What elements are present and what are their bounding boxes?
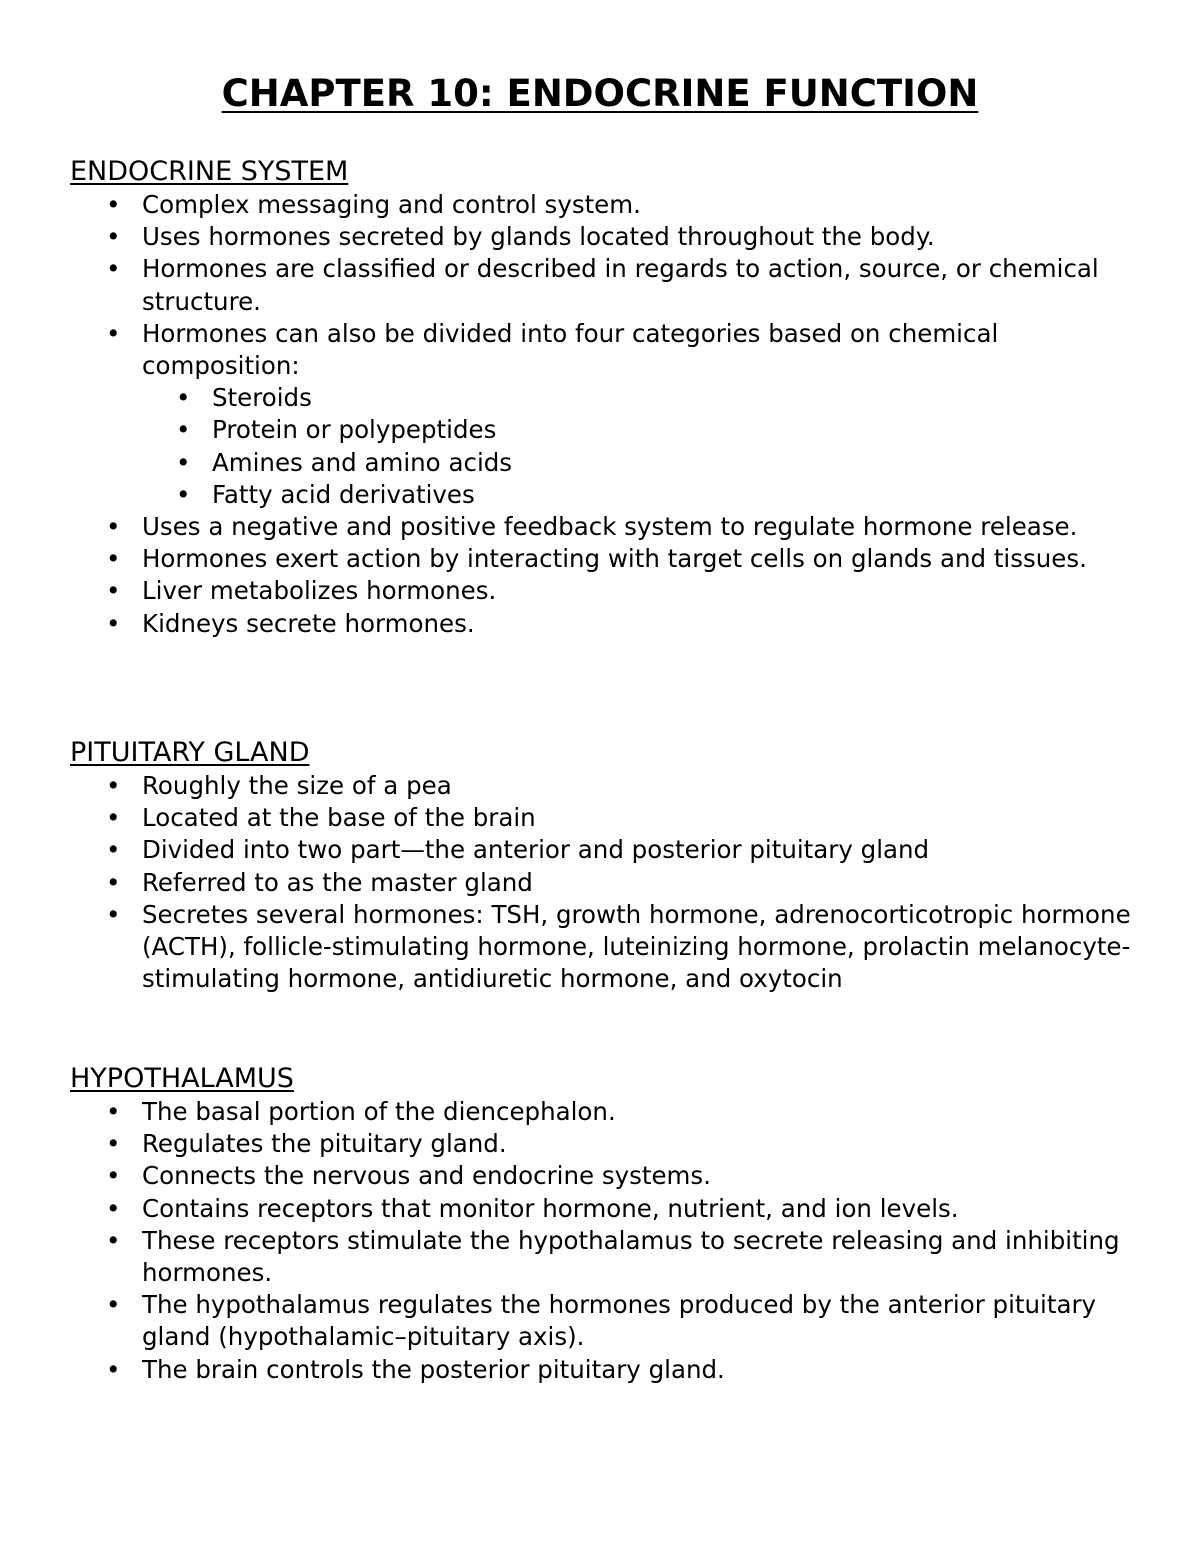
- list-item-text: Complex messaging and control system.: [142, 190, 641, 219]
- list-item-text: Regulates the pituitary gland.: [142, 1129, 507, 1159]
- bullet-icon: •: [106, 576, 121, 606]
- list-item: [70, 221, 1150, 253]
- list-item: [70, 1289, 1150, 1353]
- bullet-icon: •: [176, 415, 191, 445]
- list-item: [70, 1096, 1150, 1128]
- bullet-icon: •: [106, 1354, 121, 1384]
- section-heading: PITUITARY GLAND: [70, 737, 310, 768]
- bullet-icon: •: [106, 1097, 121, 1126]
- list-item-text: Contains receptors that monitor hormone, nutrient, and ion levels.: [142, 1193, 959, 1223]
- list-item-text: Steroids: [212, 383, 312, 413]
- list-item-text: Liver metabolizes hormones.: [142, 576, 497, 606]
- list-item-text: The brain controls the posterior pituitary gland.: [142, 1354, 725, 1384]
- list-item-text: Uses hormones secreted by glands located throughout the body.: [142, 222, 935, 252]
- section-hypothalamus: [70, 1062, 1150, 1386]
- bullet-icon: •: [106, 1161, 121, 1191]
- list-item: [70, 1160, 1150, 1192]
- list-item: [70, 802, 1150, 834]
- bullet-list: [70, 189, 1150, 382]
- bullet-icon: •: [176, 383, 191, 413]
- list-item: [70, 770, 1150, 802]
- bullet-icon: •: [106, 1129, 121, 1159]
- bullet-icon: •: [176, 447, 191, 477]
- bullet-icon: •: [106, 1193, 121, 1223]
- section-heading: HYPOTHALAMUS: [70, 1063, 294, 1094]
- sub-list-item: [70, 382, 1150, 414]
- bullet-list: [70, 770, 1150, 995]
- bullet-icon: •: [106, 771, 121, 800]
- list-item-text: Protein or polypeptides: [212, 415, 497, 445]
- list-item: [70, 608, 1150, 640]
- list-item-text: Connects the nervous and endocrine systems.: [142, 1161, 711, 1191]
- list-item-text: The hypothalamus regulates the hormones produced by the anterior pituitary gland (hypothalamic–pituitary axis).: [142, 1290, 1097, 1352]
- bullet-icon: •: [106, 190, 121, 219]
- sub-list-item: [70, 447, 1150, 479]
- list-item: [70, 318, 1150, 382]
- list-item-text: Referred to as the master gland: [142, 867, 533, 897]
- list-item-text: Located at the base of the brain: [142, 803, 536, 833]
- bullet-icon: •: [106, 1225, 121, 1255]
- list-item: [70, 1128, 1150, 1160]
- list-item-text: Hormones are classified or described in regards to action, source, or chemical structure.: [142, 254, 1099, 316]
- bullet-icon: •: [106, 867, 121, 897]
- bullet-list: [70, 1096, 1150, 1386]
- section-heading: ENDOCRINE SYSTEM: [70, 156, 349, 187]
- list-item-text: Divided into two part—the anterior and posterior pituitary gland: [142, 835, 930, 865]
- bullet-icon: •: [106, 835, 121, 865]
- list-item-text: Fatty acid derivatives: [212, 479, 475, 509]
- list-item-text: Secretes several hormones: TSH, growth hormone, adrenocorticotropic hormone (ACTH), follicle-stimulating hormone, luteinizing hormone, prolactin melanocyte-stimulating hormone, antidiuretic hormone, and oxytocin: [142, 899, 1131, 994]
- list-item: [70, 543, 1150, 575]
- list-item: [70, 899, 1150, 996]
- section-pituitary-gland: [70, 736, 1150, 995]
- bullet-icon: •: [106, 899, 121, 929]
- bullet-icon: •: [106, 544, 121, 574]
- list-item-text: Hormones exert action by interacting with target cells on glands and tissues.: [142, 544, 1087, 574]
- bullet-icon: •: [106, 222, 121, 252]
- list-item-text: These receptors stimulate the hypothalamus to secrete releasing and inhibiting hormones.: [142, 1225, 1120, 1288]
- sub-list-item: [70, 414, 1150, 446]
- bullet-list: [70, 511, 1150, 640]
- list-item-text: Hormones can also be divided into four categories based on chemical composition:: [142, 318, 999, 381]
- bullet-icon: •: [106, 254, 121, 284]
- list-item: [70, 575, 1150, 607]
- page-title: CHAPTER 10: ENDOCRINE FUNCTION: [221, 72, 979, 115]
- bullet-icon: •: [176, 479, 191, 509]
- list-item: [70, 189, 1150, 221]
- list-item-text: The basal portion of the diencephalon.: [142, 1097, 616, 1126]
- list-item: [70, 1354, 1150, 1386]
- list-item-text: Uses a negative and positive feedback system to regulate hormone release.: [142, 512, 1078, 542]
- list-item-text: Kidneys secrete hormones.: [142, 608, 475, 638]
- bullet-icon: •: [106, 512, 121, 542]
- list-item: [70, 511, 1150, 543]
- list-item: [70, 253, 1150, 317]
- sub-list-item: [70, 479, 1150, 511]
- bullet-icon: •: [106, 1290, 121, 1320]
- list-item: [70, 1193, 1150, 1225]
- list-item-text: Amines and amino acids: [212, 447, 513, 477]
- bullet-icon: •: [106, 318, 121, 348]
- list-item: [70, 1225, 1150, 1289]
- list-item-text: Roughly the size of a pea: [142, 771, 452, 800]
- sub-bullet-list: [70, 382, 1150, 511]
- list-item: [70, 834, 1150, 866]
- section-endocrine-system: [70, 155, 1150, 640]
- bullet-icon: •: [106, 803, 121, 833]
- list-item: [70, 867, 1150, 899]
- bullet-icon: •: [106, 608, 121, 638]
